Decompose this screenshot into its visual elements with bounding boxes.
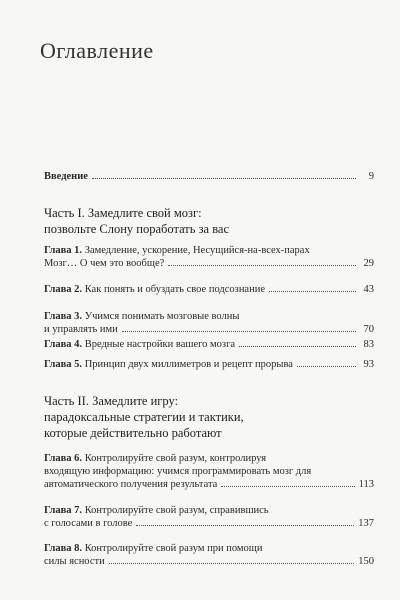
chapter-label: Глава 5.: [44, 359, 83, 370]
toc-entry-chapter-3[interactable]: [44, 310, 374, 336]
page-number: 93: [363, 359, 374, 370]
chapter-title-line: Контролируйте свой разум, контролируя: [84, 453, 267, 464]
chapter-title-line: Мозг… О чем это вообще?: [44, 258, 165, 269]
dot-leader: [269, 291, 356, 292]
toc-entry-chapter-8[interactable]: [44, 542, 374, 568]
dot-leader: [92, 178, 356, 179]
part-2-heading: [44, 393, 244, 441]
chapter-title-line: силы ясности: [44, 556, 105, 567]
chapter-title-line: Контролируйте свой разум при помощи: [84, 543, 263, 554]
toc-entry-chapter-4[interactable]: [44, 338, 374, 351]
part-heading-line: Часть I. Замедлите свой мозг:: [44, 206, 202, 220]
page-number: 150: [358, 556, 374, 567]
toc-entry-chapter-7[interactable]: [44, 504, 374, 530]
chapter-title-line: входящую информацию: учимся программировать мозг для: [44, 466, 312, 477]
chapter-label: Глава 1.: [44, 245, 83, 256]
page-title: Оглавление: [40, 38, 154, 63]
dot-leader: [168, 265, 356, 266]
page-number: 113: [358, 479, 374, 490]
page-number: 70: [363, 324, 374, 335]
toc-entry-label: Введение: [44, 171, 88, 182]
chapter-label: Глава 2.: [44, 284, 83, 295]
page-number: 9: [368, 171, 374, 182]
chapter-label: Глава 7.: [44, 505, 83, 516]
part-heading-line: парадоксальные стратегии и тактики,: [44, 410, 244, 424]
toc-entry-intro[interactable]: [44, 170, 374, 183]
chapter-title-line: автоматического получения результата: [44, 479, 218, 490]
chapter-title-line: Контролируйте свой разум, справившись: [84, 505, 269, 516]
chapter-title-line: с голосами в голове: [44, 518, 133, 529]
chapter-title-line: Учимся понимать мозговые волны: [84, 311, 240, 322]
dot-leader: [221, 486, 354, 487]
page-number: 83: [363, 339, 374, 350]
part-heading-line: Часть II. Замедлите игру:: [44, 394, 179, 408]
chapter-label: Глава 8.: [44, 543, 83, 554]
part-1-heading: [44, 205, 229, 237]
toc-entry-chapter-1[interactable]: [44, 244, 374, 270]
dot-leader: [122, 331, 356, 332]
chapter-title-line: и управлять ими: [44, 324, 118, 335]
dot-leader: [109, 563, 355, 564]
chapter-title-line: Замедление, ускорение, Несущийся-на-всех-парах: [84, 245, 310, 256]
toc-entry-chapter-6[interactable]: [44, 452, 374, 491]
page-number: 137: [358, 518, 374, 529]
toc-entry-chapter-5[interactable]: [44, 358, 374, 371]
dot-leader: [136, 525, 354, 526]
toc-entry-chapter-2[interactable]: [44, 283, 374, 296]
dot-leader: [239, 346, 356, 347]
part-heading-line: позвольте Слону поработать за вас: [44, 222, 230, 236]
part-heading-line: которые действительно работают: [44, 426, 222, 440]
dot-leader: [297, 366, 356, 367]
chapter-label: Глава 4.: [44, 339, 83, 350]
chapter-label: Глава 3.: [44, 311, 83, 322]
page-number: 43: [363, 284, 374, 295]
chapter-title-line: Как понять и обуздать свое подсознание: [84, 284, 265, 295]
page-number: 29: [363, 258, 374, 269]
chapter-title-line: Вредные настройки вашего мозга: [84, 339, 236, 350]
chapter-label: Глава 6.: [44, 453, 83, 464]
chapter-title-line: Принцип двух миллиметров и рецепт прорыва: [84, 359, 293, 370]
